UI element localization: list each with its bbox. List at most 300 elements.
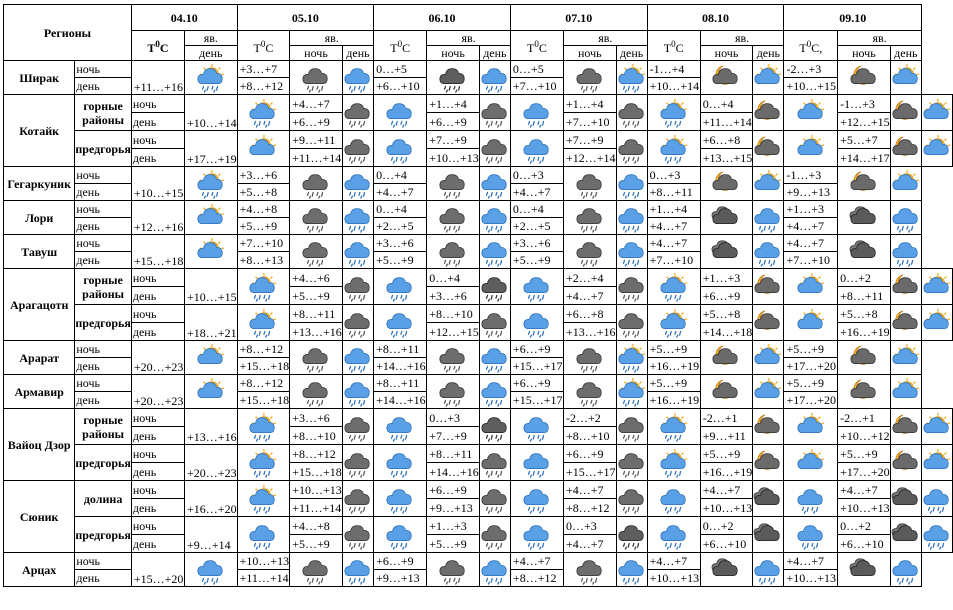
temp-header: $T^0C$	[131, 31, 184, 61]
yav-header: яв.	[564, 31, 648, 46]
temp-night-value: +4…+6	[290, 269, 343, 287]
cloud-rain-icon	[290, 377, 342, 407]
temp-day-value: +7…+10	[510, 78, 563, 95]
temp-day-value: +17…+20	[784, 392, 838, 409]
sun-cloud-rain-icon	[238, 308, 290, 338]
temp-night-value: +6…+9	[510, 341, 563, 358]
temp-night-value: 0…+3	[510, 167, 563, 184]
temp-day-value: +9…+13	[427, 499, 480, 517]
cloud-rain-blue-icon	[374, 448, 426, 478]
night-header: ночь	[427, 46, 480, 61]
time-of-day-night: ночь	[75, 61, 132, 78]
temp-night-value: +10…+13	[290, 481, 343, 499]
cloud-rain-icon	[290, 343, 342, 373]
temp-day-value: +5…+9	[237, 218, 290, 235]
temp-day-value: +5…+9	[290, 287, 343, 305]
weather-icon-day	[753, 61, 784, 95]
cloud-rain-icon	[564, 555, 616, 585]
moon-cloud-icon	[701, 169, 753, 199]
temp-night-value: -1…+3	[784, 167, 838, 184]
weather-icon-day	[374, 517, 427, 553]
cloud-rain-blue-icon	[343, 555, 373, 585]
night-header: ночь	[564, 46, 617, 61]
temp-night-value: +8…+11	[374, 375, 427, 392]
temp-day-value: +3…+6	[427, 287, 480, 305]
temp-night-value: +5…+9	[647, 341, 700, 358]
cloud-rain-icon	[427, 377, 479, 407]
weather-icon	[237, 409, 290, 445]
temp-value: +20…+23	[185, 445, 238, 481]
cloud-rain-icon	[564, 203, 616, 233]
cloud-rain-blue-icon	[891, 555, 921, 585]
weather-icon-night	[290, 341, 343, 375]
time-of-day-night: ночь	[131, 445, 184, 463]
sun-cloud-icon	[185, 203, 237, 233]
temp-value: +20…+23	[131, 341, 184, 375]
weather-icon-day	[479, 341, 510, 375]
weather-icon-night	[700, 235, 753, 269]
temp-day-value: +15…+18	[237, 392, 290, 409]
cloud-rain-blue-icon	[343, 343, 373, 373]
temp-day-value: +13…+16	[564, 323, 617, 341]
temp-night-value: 0…+4	[374, 201, 427, 218]
sun-cloud-icon	[891, 343, 921, 373]
temp-night-value: +6…+8	[700, 131, 753, 149]
temp-night-value: 0…+4	[700, 95, 753, 113]
temp-night-value: +8…+12	[237, 375, 290, 392]
weather-icon-day	[890, 235, 921, 269]
weather-icon-day	[753, 167, 784, 201]
cloud-rain-icon	[617, 98, 647, 128]
sun-cloud-rain-icon	[185, 169, 237, 199]
weather-icon	[185, 201, 238, 235]
temp-night-value: +3…+6	[510, 235, 563, 252]
temp-night-value: -2…+1	[838, 409, 891, 427]
temp-night-value: +1…+4	[647, 201, 700, 218]
temp-day-value: +16…+19	[647, 392, 700, 409]
weather-icon-day	[342, 201, 373, 235]
temp-value: +13…+16	[185, 409, 238, 445]
cloud-rain-icon	[564, 169, 616, 199]
weather-icon-night	[427, 553, 480, 587]
weather-icon	[185, 553, 238, 587]
temp-value: +15…+18	[131, 235, 184, 269]
weather-icon-night	[479, 445, 510, 481]
time-of-day-day: день	[75, 184, 132, 201]
cloud-dark-icon	[838, 555, 890, 585]
sun-cloud-icon	[922, 134, 952, 164]
temp-night-value: 0…+4	[374, 167, 427, 184]
weather-icon-day	[510, 409, 563, 445]
weather-icon-day	[753, 375, 784, 409]
region-name: Арцах	[4, 553, 75, 587]
temp-night-value: 0…+2	[838, 269, 891, 287]
weather-icon-day	[510, 269, 563, 305]
weather-icon-night	[564, 235, 617, 269]
weather-icon-night	[838, 61, 891, 95]
cloud-rain-icon	[617, 308, 647, 338]
table-row	[4, 95, 953, 113]
temp-night-value: +4…+7	[647, 553, 700, 570]
weather-icon	[185, 341, 238, 375]
weather-icon-night	[753, 131, 784, 167]
cloud-rain-icon	[564, 237, 616, 267]
temp-night-value: +3…+7	[237, 61, 290, 78]
temp-night-value: +7…+10	[237, 235, 290, 252]
weather-icon-night	[479, 517, 510, 553]
temp-day-value: +10…+15	[784, 78, 838, 95]
temp-day-value: +17…+20	[838, 463, 891, 481]
cloud-rain-blue-icon	[648, 520, 700, 550]
weather-icon-day	[647, 95, 700, 131]
table-row	[4, 553, 953, 570]
temp-day-value: +8…+13	[237, 252, 290, 269]
weather-icon-night	[616, 409, 647, 445]
weather-icon-night	[700, 341, 753, 375]
weather-icon-day	[922, 269, 953, 305]
temp-night-value: +6…+9	[510, 375, 563, 392]
time-of-day-night: ночь	[75, 201, 132, 218]
time-of-day-night: ночь	[75, 235, 132, 252]
moon-cloud-icon	[891, 308, 921, 338]
temp-value: +10…+15	[185, 269, 238, 305]
cloud-rain-blue-icon	[511, 448, 563, 478]
weather-icon-night	[479, 481, 510, 517]
weather-icon-night	[427, 341, 480, 375]
yav-header: яв.	[700, 31, 784, 46]
temp-value: +12…+16	[131, 201, 184, 235]
temp-header: $T^0C$	[237, 31, 290, 61]
weather-icon-night	[290, 235, 343, 269]
forecast-table	[3, 4, 953, 587]
day-header: день	[479, 46, 510, 61]
weather-icon-night	[290, 553, 343, 587]
temp-day-value: +10…+13	[838, 499, 891, 517]
date-header-1: 05.10	[237, 5, 374, 31]
temp-night-value: +4…+7	[564, 481, 617, 499]
temp-night-value: +6…+9	[374, 553, 427, 570]
time-of-day-day: день	[131, 323, 184, 341]
sun-cloud-icon	[753, 63, 783, 93]
sun-cloud-icon	[922, 98, 952, 128]
weather-icon-night	[616, 95, 647, 131]
time-of-day-day: день	[75, 252, 132, 269]
sun-cloud-rain-icon	[617, 377, 647, 407]
time-of-day-day: день	[75, 570, 132, 587]
cloud-dark-icon	[838, 203, 890, 233]
temp-day-value: +15…+17	[564, 463, 617, 481]
temp-night-value: +9…+11	[290, 131, 343, 149]
weather-icon-night	[700, 201, 753, 235]
weather-icon-night	[290, 375, 343, 409]
moon-cloud-icon	[891, 448, 921, 478]
weather-icon-night	[890, 95, 921, 131]
yav-header: яв.	[290, 31, 374, 46]
day-header: день	[616, 46, 647, 61]
temp-night-value: -2…+3	[784, 61, 838, 78]
weather-icon-day	[510, 445, 563, 481]
sun-cloud-rain-icon	[238, 484, 290, 514]
sun-cloud-icon	[784, 412, 837, 442]
cloud-dark-icon	[753, 520, 783, 550]
temp-night-value: +1…+3	[784, 201, 838, 218]
time-of-day-day: день	[131, 535, 184, 553]
weather-icon-night	[753, 95, 784, 131]
weather-icon-day	[922, 517, 953, 553]
temp-value: +18…+21	[185, 305, 238, 341]
temp-night-value: +5…+8	[700, 305, 753, 323]
temp-day-value: +17…+20	[784, 358, 838, 375]
cloud-rain-blue-icon	[753, 203, 783, 233]
weather-icon-day	[510, 481, 563, 517]
time-of-day-day: день	[131, 287, 184, 305]
day-header: день	[753, 46, 784, 61]
moon-cloud-icon	[753, 98, 783, 128]
moon-cloud-icon	[838, 63, 890, 93]
table-row	[4, 445, 953, 463]
temp-day-value: +4…+7	[647, 218, 700, 235]
weather-icon-day	[616, 167, 647, 201]
cloud-dark-icon	[891, 520, 921, 550]
weather-icon-day	[784, 481, 838, 517]
temp-night-value: +8…+12	[290, 445, 343, 463]
sun-cloud-rain-icon	[617, 63, 647, 93]
cloud-rain-icon	[617, 448, 647, 478]
sun-cloud-icon	[922, 308, 952, 338]
weather-icon-night	[290, 167, 343, 201]
temp-day-value: +11…+14	[290, 499, 343, 517]
temp-value: +16…+20	[185, 481, 238, 517]
cloud-rain-blue-icon	[480, 377, 510, 407]
cloud-rain-blue-icon	[480, 169, 510, 199]
weather-icon	[237, 445, 290, 481]
moon-cloud-icon	[753, 448, 783, 478]
weather-icon-day	[479, 553, 510, 587]
weather-icon-night	[342, 305, 373, 341]
cloud-rain-icon	[480, 484, 510, 514]
weather-icon	[185, 61, 238, 95]
table-row	[4, 481, 953, 499]
temp-night-value: +5…+9	[838, 445, 891, 463]
region-name: Котайк	[4, 95, 75, 167]
weather-icon	[237, 481, 290, 517]
temp-value: +15…+20	[131, 553, 184, 587]
cloud-rain-icon	[290, 169, 342, 199]
weather-icon-night	[616, 481, 647, 517]
temp-night-value: 0…+3	[427, 409, 480, 427]
temp-night-value: +1…+4	[564, 95, 617, 113]
yav-header: яв.	[185, 31, 238, 46]
subregion-name: предгорья	[75, 445, 132, 481]
temp-night-value: +8…+10	[427, 305, 480, 323]
weather-icon-day	[374, 409, 427, 445]
temp-day-value: +7…+10	[564, 113, 617, 131]
weather-icon-day	[890, 167, 921, 201]
temp-night-value: +8…+11	[290, 305, 343, 323]
temp-night-value: +5…+9	[784, 341, 838, 358]
moon-cloud-icon	[753, 134, 783, 164]
weather-icon-day	[479, 235, 510, 269]
temp-night-value: +4…+7	[700, 481, 753, 499]
cloud-rain-blue-icon	[343, 169, 373, 199]
weather-icon-night	[564, 553, 617, 587]
weather-icon-night	[479, 269, 510, 305]
weather-icon-day	[784, 131, 838, 167]
sun-cloud-rain-icon	[238, 98, 290, 128]
temp-night-value: +4…+7	[838, 481, 891, 499]
cloud-rain-blue-icon	[753, 237, 783, 267]
date-header-4: 08.10	[647, 5, 784, 31]
cloud-rain-heavy-icon	[480, 412, 510, 442]
weather-icon-day	[342, 553, 373, 587]
regions-header: Регионы	[4, 5, 132, 61]
weather-icon-night	[479, 305, 510, 341]
sun-cloud-rain-icon	[648, 308, 700, 338]
cloud-rain-icon	[617, 484, 647, 514]
temp-header: $T^0C$	[647, 31, 700, 61]
weather-icon-night	[838, 341, 891, 375]
sun-cloud-icon	[891, 377, 921, 407]
weather-icon-night	[890, 131, 921, 167]
cloud-rain-icon	[290, 63, 342, 93]
sun-cloud-icon	[753, 343, 783, 373]
weather-icon-night	[753, 481, 784, 517]
cloud-rain-blue-icon	[374, 412, 426, 442]
weather-icon-night	[427, 201, 480, 235]
cloud-rain-blue-icon	[617, 237, 647, 267]
temp-night-value: +4…+8	[237, 201, 290, 218]
weather-icon-night	[342, 409, 373, 445]
weather-icon-night	[616, 445, 647, 481]
temp-day-value: +14…+16	[374, 392, 427, 409]
weather-icon-day	[342, 341, 373, 375]
moon-cloud-icon	[891, 412, 921, 442]
cloud-rain-icon	[427, 203, 479, 233]
sun-cloud-rain-icon	[238, 448, 290, 478]
cloud-rain-blue-icon	[374, 98, 426, 128]
temp-night-value: 0…+5	[374, 61, 427, 78]
night-header: ночь	[838, 46, 891, 61]
moon-cloud-icon	[891, 272, 921, 302]
weather-icon-night	[290, 201, 343, 235]
cloud-rain-icon	[427, 555, 479, 585]
temp-day-value: +8…+11	[647, 184, 700, 201]
cloud-rain-icon	[564, 343, 616, 373]
weather-icon-day	[510, 95, 563, 131]
temp-header: $T^0C$,	[784, 31, 838, 61]
cloud-dark-icon	[701, 555, 753, 585]
cloud-rain-blue-icon	[480, 203, 510, 233]
sun-cloud-rain-icon	[617, 343, 647, 373]
temp-header: $T^0C$	[374, 31, 427, 61]
sun-cloud-icon	[784, 448, 837, 478]
weather-icon-night	[753, 445, 784, 481]
cloud-rain-blue-icon	[617, 169, 647, 199]
sun-cloud-icon	[753, 377, 783, 407]
temp-day-value: +5…+8	[237, 184, 290, 201]
temp-night-value: +4…+7	[647, 235, 700, 252]
temp-value: +10…+15	[131, 167, 184, 201]
temp-value: +9…+14	[185, 517, 238, 553]
weather-icon-night	[700, 375, 753, 409]
weather-icon-night	[753, 517, 784, 553]
temp-day-value: +8…+10	[290, 427, 343, 445]
table-row	[4, 167, 953, 184]
temp-night-value: +3…+6	[374, 235, 427, 252]
weather-icon	[237, 305, 290, 341]
weather-icon-day	[374, 445, 427, 481]
temp-night-value: +8…+11	[427, 445, 480, 463]
time-of-day-day: день	[75, 392, 132, 409]
temp-day-value: +6…+9	[700, 287, 753, 305]
weather-icon	[185, 167, 238, 201]
cloud-rain-icon	[564, 63, 616, 93]
weather-icon-night	[838, 235, 891, 269]
region-name: Тавуш	[4, 235, 75, 269]
weather-icon-day	[616, 201, 647, 235]
table-row	[4, 131, 953, 149]
temp-day-value: +8…+11	[838, 287, 891, 305]
sun-cloud-icon	[185, 237, 237, 267]
sun-cloud-rain-icon	[648, 448, 700, 478]
weather-icon-day	[753, 553, 784, 587]
time-of-day-night: ночь	[75, 553, 132, 570]
cloud-rain-blue-icon	[238, 520, 290, 550]
time-of-day-night: ночь	[75, 375, 132, 392]
temp-night-value: +4…+7	[784, 235, 838, 252]
weather-icon-day	[922, 305, 953, 341]
cloud-rain-blue-icon	[511, 308, 563, 338]
weather-icon-night	[342, 95, 373, 131]
cloud-rain-heavy-icon	[480, 272, 510, 302]
cloud-rain-blue-icon	[374, 272, 426, 302]
weather-icon-day	[616, 375, 647, 409]
temp-day-value: +4…+7	[510, 184, 563, 201]
table-row	[4, 341, 953, 358]
cloud-rain-heavy-icon	[427, 63, 479, 93]
weather-icon-day	[374, 481, 427, 517]
sun-cloud-icon	[922, 272, 952, 302]
table-row	[4, 375, 953, 392]
sun-cloud-rain-icon	[238, 272, 290, 302]
date-header-0: 04.10	[131, 5, 237, 31]
weather-icon-day	[647, 269, 700, 305]
moon-cloud-icon	[753, 308, 783, 338]
cloud-rain-heavy-icon	[617, 520, 647, 550]
weather-icon-day	[922, 131, 953, 167]
cloud-rain-blue-icon	[617, 555, 647, 585]
temp-day-value: +15…+17	[510, 358, 563, 375]
cloud-rain-icon	[617, 412, 647, 442]
cloud-dark-icon	[701, 237, 753, 267]
region-name: Сюник	[4, 481, 75, 553]
temp-day-value: +10…+13	[427, 149, 480, 167]
temp-day-value: +8…+10	[564, 427, 617, 445]
weather-icon-day	[922, 409, 953, 445]
sun-cloud-icon	[891, 63, 921, 93]
time-of-day-night: ночь	[131, 95, 184, 113]
day-header: день	[342, 46, 373, 61]
temp-day-value: +12…+14	[564, 149, 617, 167]
weather-icon-night	[564, 375, 617, 409]
cloud-dark-icon	[891, 484, 921, 514]
table-row	[4, 409, 953, 427]
weather-icon-night	[838, 375, 891, 409]
weather-icon-day	[647, 517, 700, 553]
cloud-rain-blue-icon	[480, 555, 510, 585]
moon-cloud-icon	[838, 377, 890, 407]
weather-icon-day	[922, 95, 953, 131]
